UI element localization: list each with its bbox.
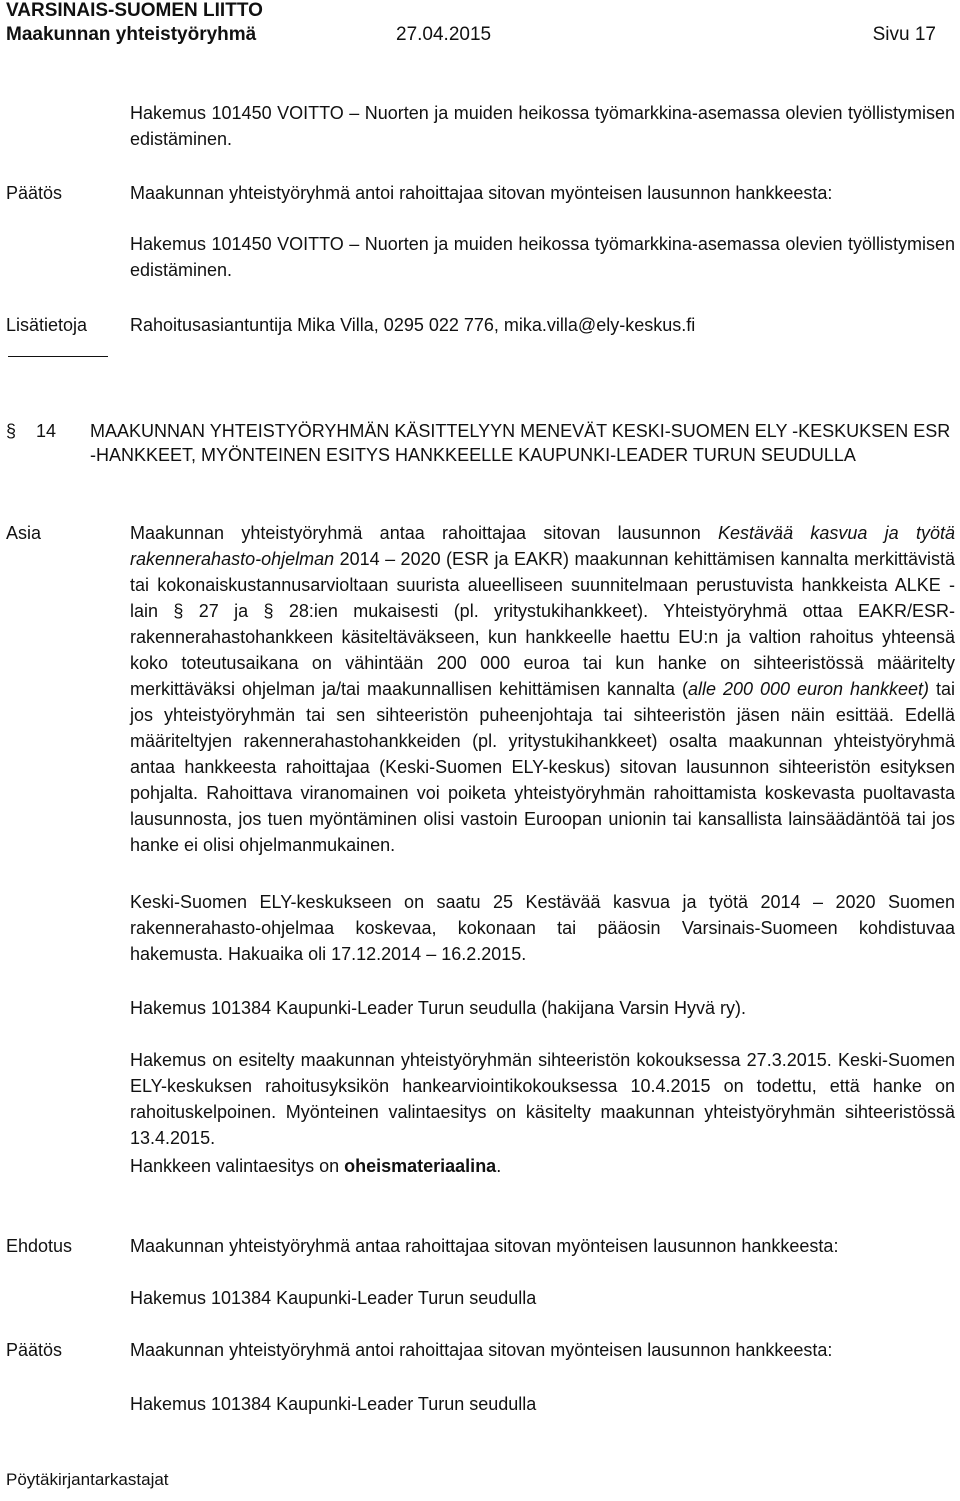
- committee-name: Maakunnan yhteistyöryhmä: [6, 24, 257, 45]
- paatos2-label: Päätös: [6, 1340, 63, 1360]
- page-header: [6, 24, 936, 50]
- asia-p1-text-c: tai jos yhteistyöryhmän tai sen sihteeristön puheenjohtaja tai sihteeristön jäsen näin esittää. Edellä määriteltyjen rakennerahastohankkeiden (pl. yritystukihankkeet) osalta maakunnan yhteistyöryhmä antaa hankkeesta rahoittajaa (Keski-Suomen ELY-keskus) sitovan lausunnon sihteeristön esityksen pohjalta. Rahoittava viranomainen voi poiketa yhteistyöryhmän rahoittamista koskevasta puoltavasta lausunnosta, jos tuen myöntäminen olisi vastoin Euroopan unionin tai kansallista lainsäädäntöä tai jos hanke ei olisi ohjelmanmukainen.: [130, 679, 955, 855]
- organization-name: VARSINAIS-SUOMEN LIITTO: [6, 0, 263, 21]
- asia-p1-text-a: Maakunnan yhteistyöryhmä antaa rahoittajaa sitovan lausunnon: [130, 523, 719, 543]
- asia-paragraph-1: [130, 520, 955, 858]
- asia-paragraph-4: Hakemus on esitelty maakunnan yhteistyöryhmän sihteeristön kokouksessa 27.3.2015. Keski-Suomen ELY-keskuksen rahoitusyksikön hankearviointikokouksessa 10.4.2015 on todettu, että hanke on rahoituskelpoinen. Myönteinen valintaesitys on käsitelty maakunnan yhteistyöryhmän sihteeristössä 13.4.2015.: [130, 1050, 955, 1148]
- header-date: 27.04.2015: [396, 24, 492, 45]
- info-contact: Rahoitusasiantuntija Mika Villa, 0295 022 776, mika.villa@ely-keskus.fi: [130, 315, 696, 335]
- section-title: MAAKUNNAN YHTEISTYÖRYHMÄN KÄSITTELYYN MENEVÄT KESKI-SUOMEN ELY -KESKUKSEN ESR -HANKKEET, MYÖNTEINEN ESITYS HANKKEELLE KAUPUNKI-LEADER TURUN SEUDULLA: [90, 421, 951, 465]
- info-label: Lisätietoja: [6, 315, 88, 335]
- asia-paragraph-5: [130, 1153, 955, 1179]
- section-symbol: §: [6, 421, 17, 441]
- decision-application-text: Hakemus 101450 VOITTO – Nuorten ja muiden heikossa työmarkkina-asemassa olevien työllistymisen edistäminen.: [130, 234, 955, 280]
- section-number: 14: [36, 421, 57, 441]
- attachment-reference: oheismateriaalina: [344, 1156, 497, 1176]
- ehdotus-application: Hakemus 101384 Kaupunki-Leader Turun seudulla: [130, 1288, 537, 1308]
- asia-p5-text-a: Hankkeen valintaesitys on: [130, 1156, 345, 1176]
- asia-paragraph-3: Hakemus 101384 Kaupunki-Leader Turun seudulla (hakijana Varsin Hyvä ry).: [130, 998, 747, 1018]
- decision-label: Päätös: [6, 183, 63, 203]
- asia-paragraph-2: Keski-Suomen ELY-keskukseen on saatu 25 Kestävää kasvua ja työtä 2014 – 2020 Suomen rakennerahasto-ohjelmaa koskevaa, kokonaan tai pääosin Varsinais-Suomeen kohdistuvaa hakemusta. Hakuaika oli 17.12.2014 – 16.2.2015.: [130, 892, 955, 964]
- ehdotus-text: Maakunnan yhteistyöryhmä antaa rahoittajaa sitovan myönteisen lausunnon hankkeesta:: [130, 1236, 839, 1256]
- footer-label: Pöytäkirjantarkastajat: [6, 1470, 169, 1489]
- top-application-text: Hakemus 101450 VOITTO – Nuorten ja muiden heikossa työmarkkina-asemassa olevien työllistymisen edistäminen.: [130, 103, 955, 149]
- program-name-italic: Kestävää kasvua ja työtä rakennerahasto-ohjelman: [130, 523, 955, 569]
- asia-label: Asia: [6, 523, 42, 543]
- asia-p1-text-b: 2014 – 2020 (ESR ja EAKR) maakunnan kehittämisen kannalta merkittävistä tai kokonaiskustannusarvioltaan suurista alueelliseen suunnitelmaan perustuvista hankkeista ALKE -lain § 27 ja § 28:ien mukaisesti (pl. yritystukihankkeet). Yhteistyöryhmä ottaa EAKR/ESR-rakennerahastohankkeen käsiteltäväkseen, kun hankkeelle haettu EU:n ja valtion rahoitus yhteensä koko toteutusaikana on vähintään 200 000 euroa tai kun hanke on sihteeristössä määritelty merkittäväksi ohjelman ja/tai maakunnallisen kehittämisen kannalta (: [130, 549, 955, 699]
- ehdotus-label: Ehdotus: [6, 1236, 73, 1256]
- page-number: Sivu 17: [872, 24, 936, 45]
- paatos2-text: Maakunnan yhteistyöryhmä antoi rahoittajaa sitovan myönteisen lausunnon hankkeesta:: [130, 1340, 833, 1360]
- divider: [8, 356, 108, 357]
- asia-p5-text-c: .: [496, 1156, 502, 1176]
- threshold-note-italic: alle 200 000 euron hankkeet): [688, 679, 930, 699]
- decision-text: Maakunnan yhteistyöryhmä antoi rahoittajaa sitovan myönteisen lausunnon hankkeesta:: [130, 183, 833, 203]
- paatos2-application: Hakemus 101384 Kaupunki-Leader Turun seudulla: [130, 1394, 537, 1414]
